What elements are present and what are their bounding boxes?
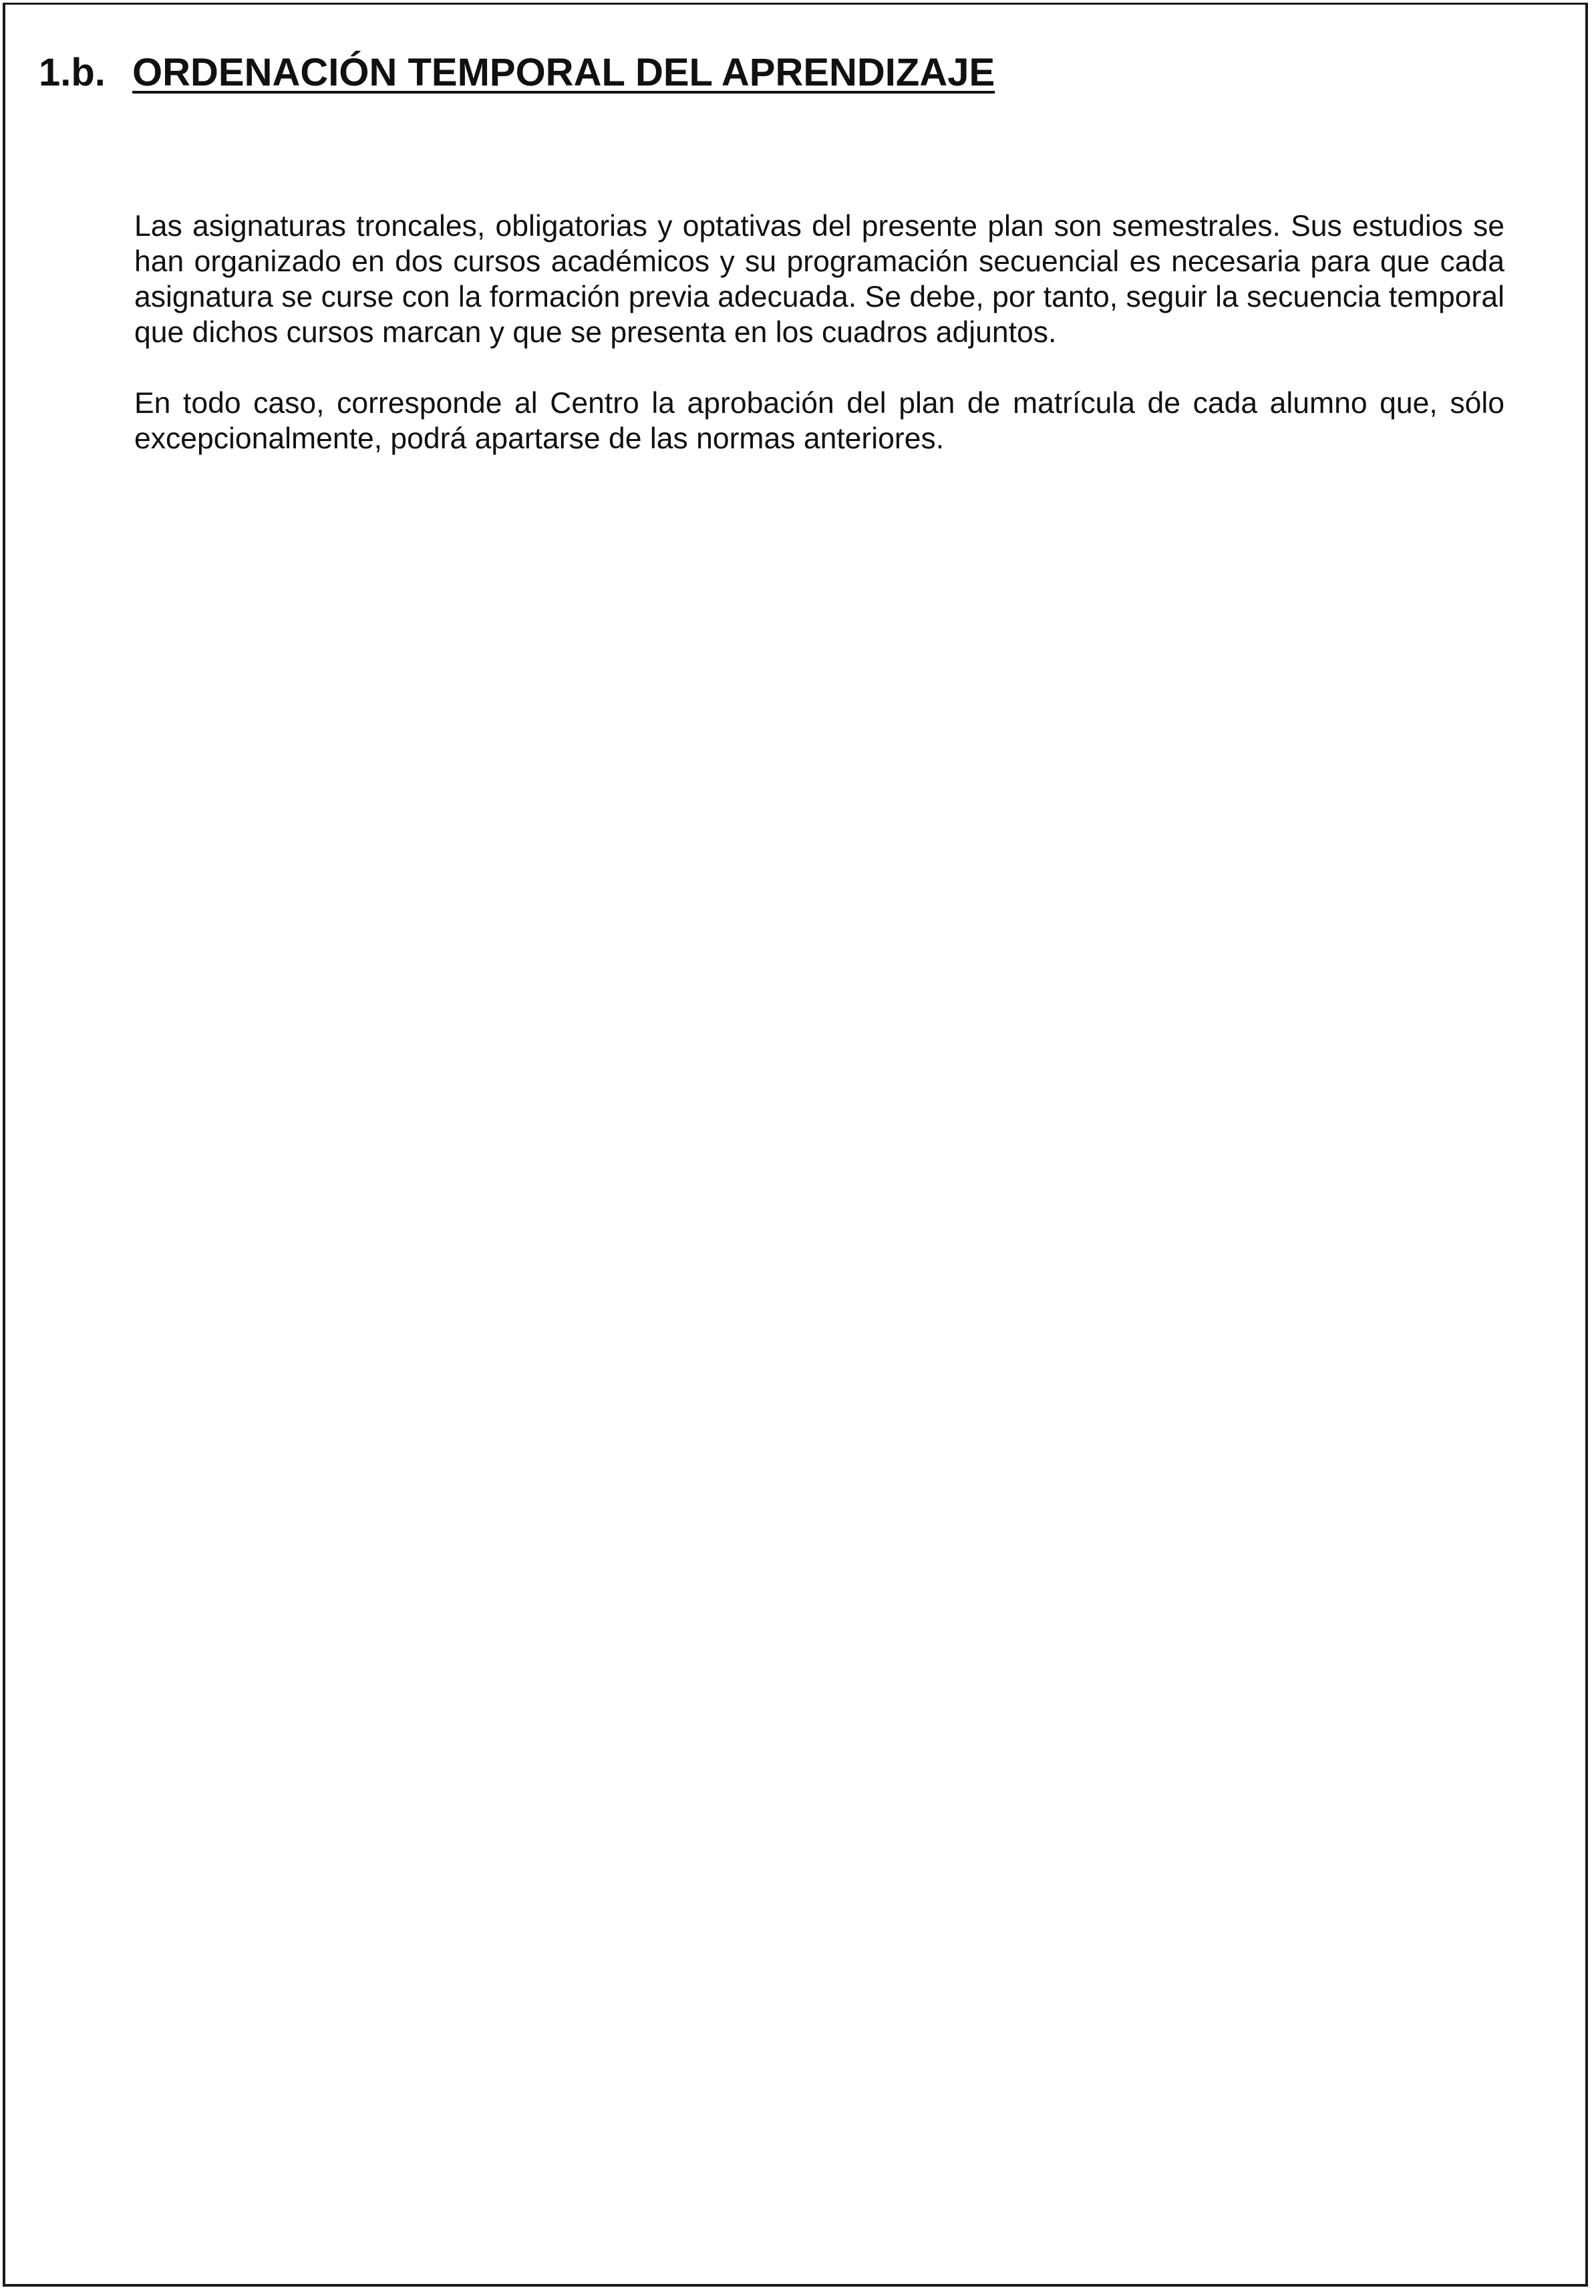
section-number: 1.b. — [39, 51, 106, 94]
page-border-frame — [3, 3, 1588, 2287]
section-title: ORDENACIÓN TEMPORAL DEL APRENDIZAJE — [132, 51, 995, 94]
paragraph-sequence: Las asignaturas troncales, obligatorias y optativas del presente plan son semestrales. Sus estudios se han organizado en dos cursos académicos y su programación secuencial es necesaria para que cada asignatura se curse con la formación previa adecuada. Se debe, por tanto, seguir la secuencia temporal que dichos cursos marcan y que se presenta en los cuadros adjuntos. — [134, 210, 1504, 349]
paragraph-enrollment: En todo caso, corresponde al Centro la aprobación del plan de matrícula de cada alumno que, sólo excepcionalmente, podrá apartarse de las normas anteriores. — [134, 387, 1504, 455]
body-text — [134, 208, 1504, 456]
section-heading — [39, 46, 995, 100]
